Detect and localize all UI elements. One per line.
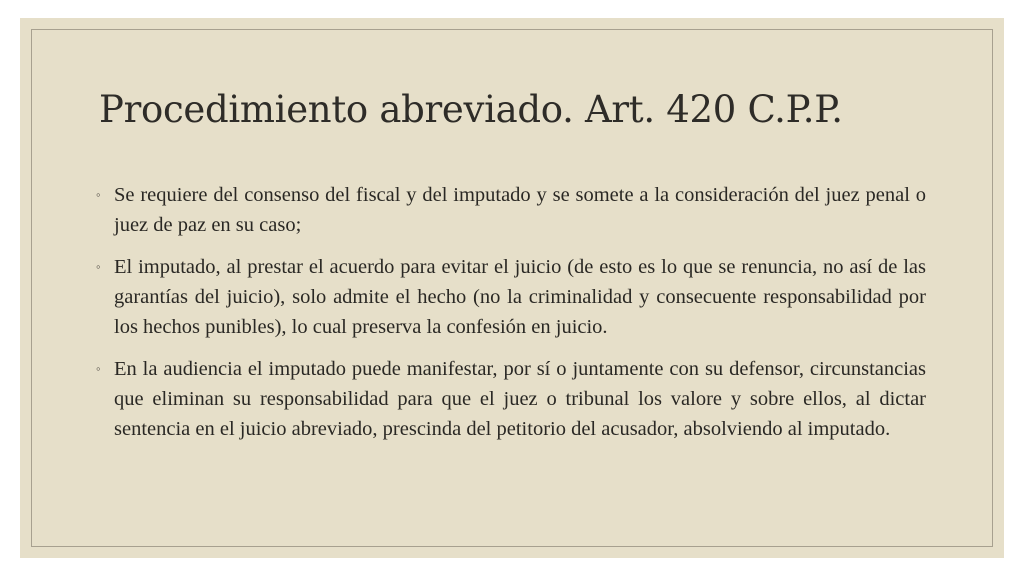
- bullet-text: En la audiencia el imputado puede manifestar, por sí o juntamente con su defensor, circunstancias que eliminan su responsabilidad para que el juez o tribunal los valore y sobre ellos, al dictar sentencia en el juicio abreviado, prescinda del petitorio del acusador, absolviendo al imputado.: [114, 358, 926, 440]
- slide-title: Procedimiento abreviado. Art. 420 C.P.P.: [99, 88, 843, 131]
- bullet-circle-icon: ◦: [96, 187, 101, 202]
- bullet-text: El imputado, al prestar el acuerdo para evitar el juicio (de esto es lo que se renuncia, no así de las garantías del juicio), solo admite el hecho (no la criminalidad y consecuente responsabilidad por los hechos punibles), lo cual preserva la confesión en juicio.: [114, 256, 926, 338]
- slide: [20, 18, 1004, 558]
- bullet-text: Se requiere del consenso del fiscal y del imputado y se somete a la consideración del juez penal o juez de paz en su caso;: [114, 184, 926, 236]
- bullet-circle-icon: ◦: [96, 361, 101, 376]
- bullet-circle-icon: ◦: [96, 259, 101, 274]
- bullet-item: [96, 354, 926, 444]
- bullet-item: [96, 252, 926, 342]
- bullet-item: [96, 180, 926, 240]
- bullet-list: [96, 180, 926, 456]
